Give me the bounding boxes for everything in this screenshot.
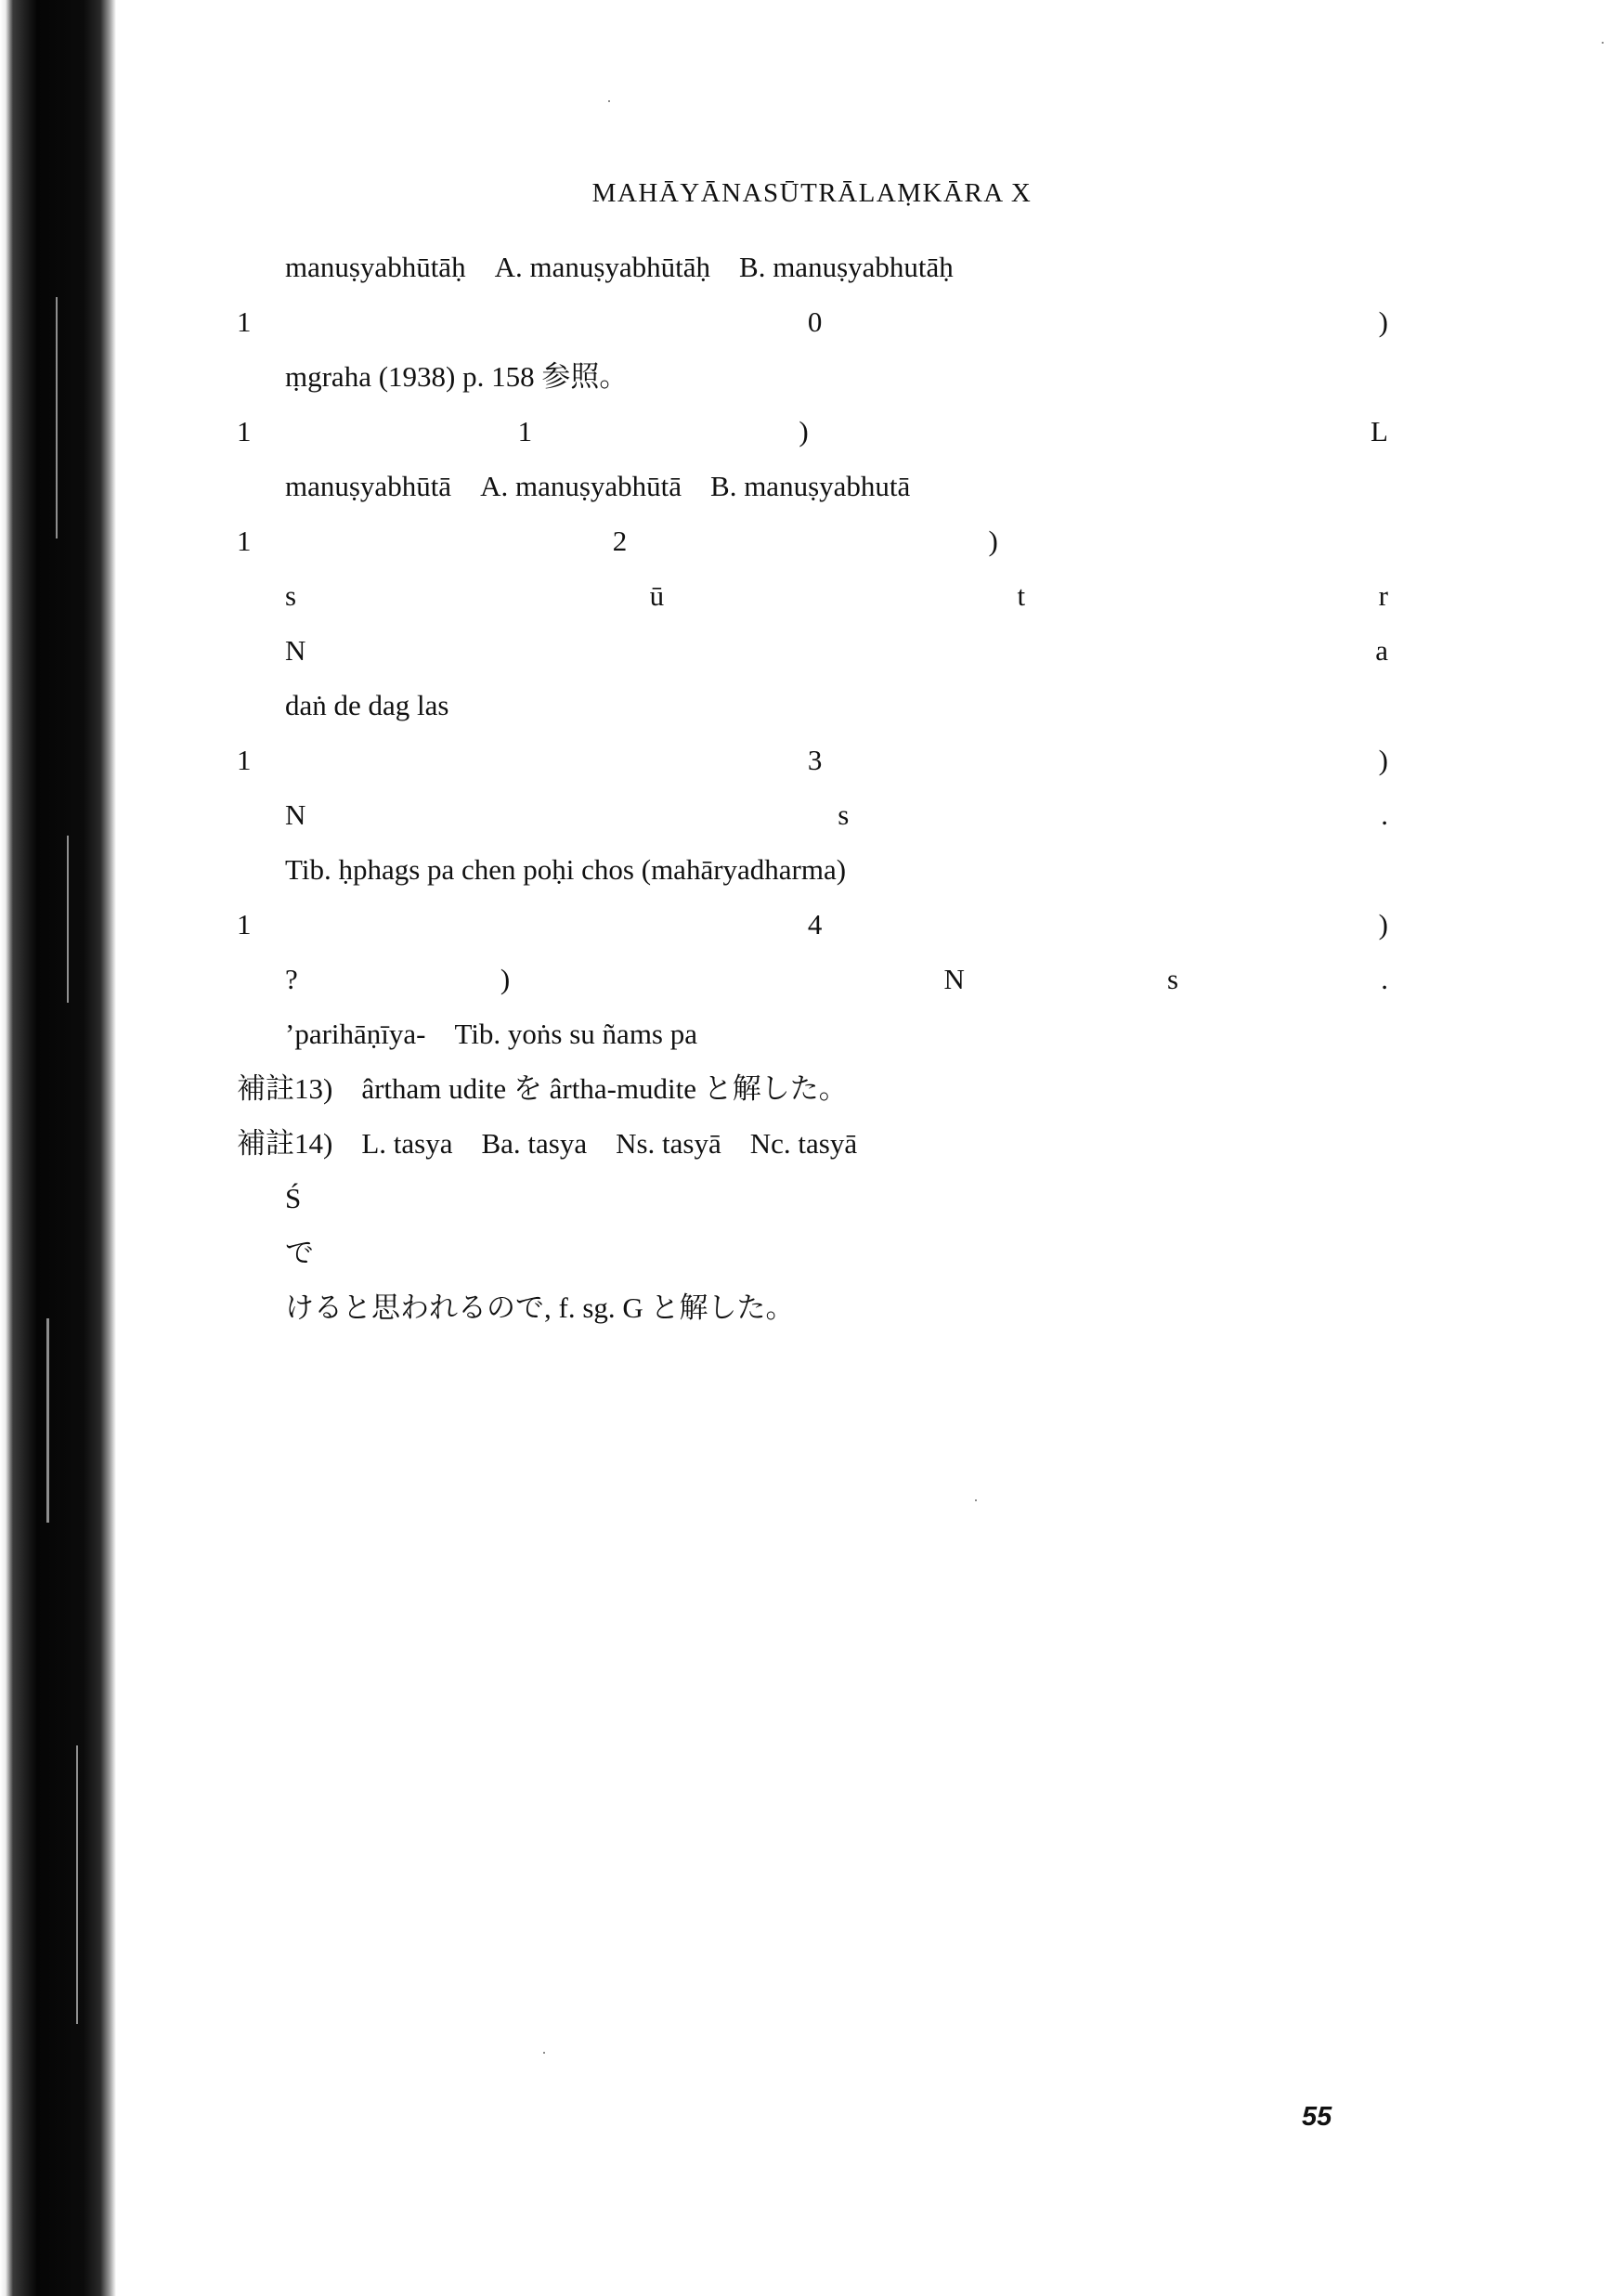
note-line-segment: ? xyxy=(285,963,298,995)
note-line-segment: 1 xyxy=(237,305,252,338)
note-line-segment: s xyxy=(1166,963,1179,995)
note-line: ṃgraha (1938) p. 158 参照。 xyxy=(285,360,629,393)
note-line: 補註14) L. tasya Ba. tasya Ns. tasyā Nc. tasyā xyxy=(237,1127,858,1160)
note-line xyxy=(237,897,1388,952)
note-line xyxy=(237,952,1388,1006)
note-line xyxy=(237,623,1388,678)
notes-body xyxy=(237,240,1388,1335)
note-line-segment: 1 xyxy=(517,415,533,448)
note-line-segment: 1 xyxy=(237,908,252,940)
scan-speck xyxy=(975,1499,977,1501)
note-line-segment: t xyxy=(1017,579,1026,612)
note-line-segment: ) xyxy=(1378,305,1388,338)
note-line-segment: N xyxy=(285,798,306,831)
scan-speck xyxy=(543,2052,545,2054)
note-line-segment: ) xyxy=(988,525,998,557)
note-line: 補註13) ârtham udite を ârtha-mudite と解した。 xyxy=(237,1072,848,1105)
note-line xyxy=(237,787,1388,842)
note-line xyxy=(237,568,1388,623)
note-line-segment: N xyxy=(285,634,306,667)
note-line-segment: 0 xyxy=(807,305,823,338)
note-line-segment: で xyxy=(285,1237,314,1269)
note-line-segment: 1 xyxy=(237,525,252,557)
scan-speck xyxy=(1602,42,1604,44)
note-line: けると思われるので, f. sg. G と解した。 xyxy=(285,1291,795,1324)
note-line-segment: Ś xyxy=(285,1182,302,1214)
note-line-segment: ) xyxy=(1378,744,1388,776)
note-line-segment: 1 xyxy=(237,744,252,776)
scan-binding-edge xyxy=(0,0,116,2296)
note-line: manuṣyabhūtā A. manuṣyabhūtā B. manuṣyabhutā xyxy=(285,470,911,502)
note-line-segment: ) xyxy=(1378,908,1388,940)
note-line-segment: a xyxy=(1375,634,1388,667)
note-line-segment: 1 xyxy=(237,415,252,448)
note-line-segment xyxy=(1359,513,1388,568)
note-line-segment xyxy=(712,952,741,1006)
note-line xyxy=(237,404,1388,459)
note-line-segment xyxy=(1075,404,1104,459)
note-line-segment: s xyxy=(838,798,850,831)
note-line: Tib. ḥphags pa chen poḥi chos (mahāryadharma) xyxy=(285,853,847,886)
note-line-segment: 4 xyxy=(807,908,823,940)
note-line xyxy=(237,733,1388,787)
note-line-segment: . xyxy=(1381,963,1388,995)
note-line: daṅ de dag las xyxy=(285,689,449,721)
note-line xyxy=(237,1226,1388,1280)
scan-speck xyxy=(608,100,610,102)
running-head: MAHĀYĀNASŪTRĀLAṂKĀRA X xyxy=(591,178,1033,208)
note-line: manuṣyabhūtāḥ A. manuṣyabhūtāḥ B. manuṣyabhutāḥ xyxy=(285,251,954,283)
note-line-segment: ū xyxy=(649,579,665,612)
note-line xyxy=(237,294,1388,349)
note-line: ’parihāṇīya- Tib. yoṅs su ñams pa xyxy=(285,1018,698,1050)
note-line-segment: ) xyxy=(500,963,511,995)
note-line xyxy=(237,513,1388,568)
note-line-segment: L xyxy=(1371,415,1388,448)
note-line-segment: ) xyxy=(799,415,809,448)
note-line-segment: 2 xyxy=(612,525,628,557)
note-line-segment: r xyxy=(1378,579,1388,612)
note-line-segment: N xyxy=(943,963,965,995)
note-line-segment: 3 xyxy=(807,744,823,776)
note-line-segment: . xyxy=(1381,798,1388,831)
page-number: 55 xyxy=(1302,2102,1332,2132)
note-line xyxy=(237,1171,1388,1226)
note-line-segment: s xyxy=(285,579,297,612)
